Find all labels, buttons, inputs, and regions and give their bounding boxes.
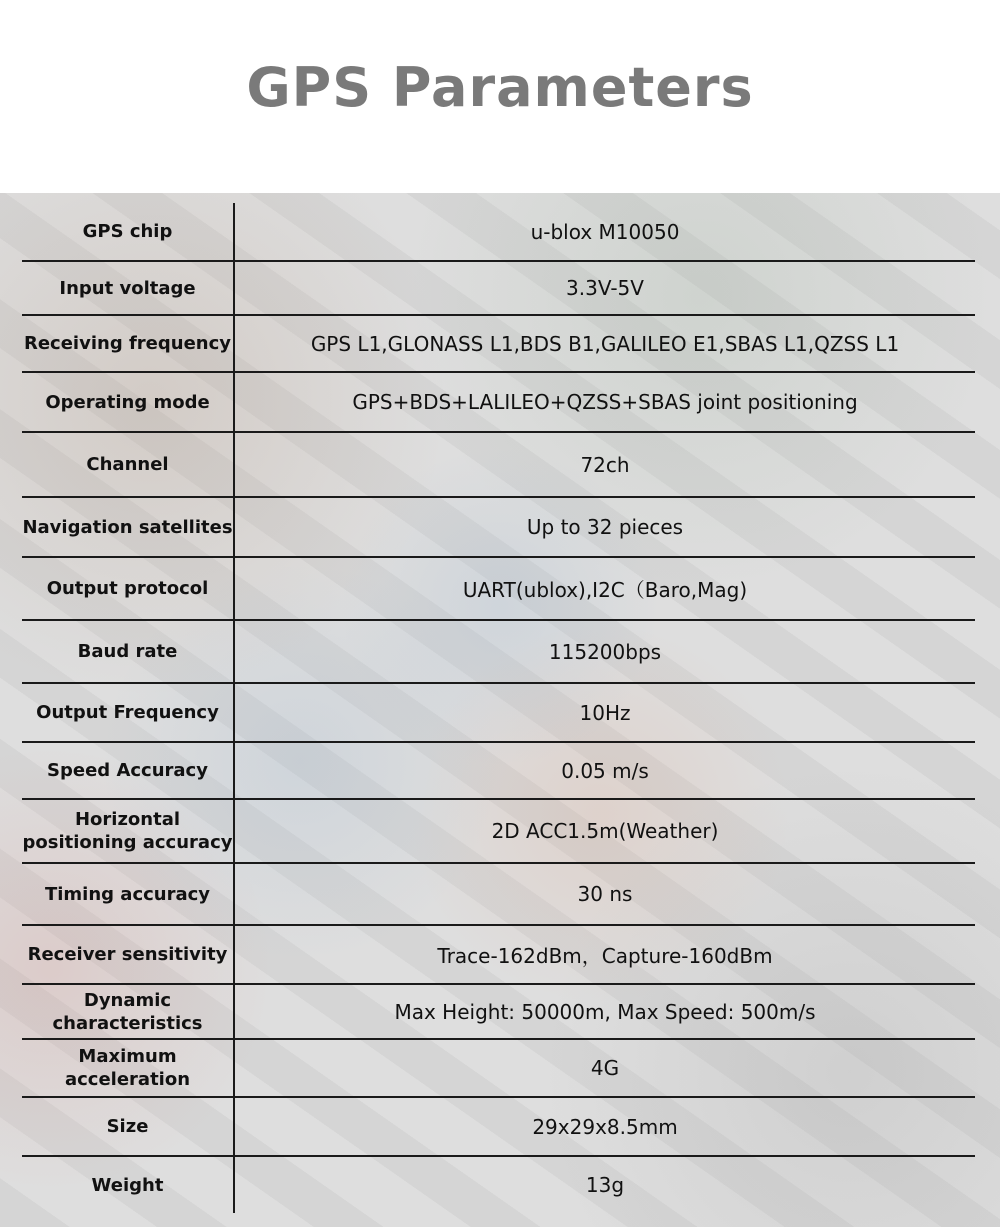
table-row: [22, 316, 975, 373]
table-row: [22, 1040, 975, 1098]
row-value: 10Hz: [579, 700, 631, 725]
row-value: Up to 32 pieces: [526, 515, 684, 539]
row-label: Dynamic characteristics: [22, 985, 235, 1038]
row-label: Horizontal positioning accuracy: [22, 800, 235, 862]
row-value: 29x29x8.5mm: [532, 1114, 678, 1139]
table-row: [22, 373, 975, 433]
row-label: Input voltage: [22, 262, 235, 314]
row-value: 4G: [590, 1056, 620, 1080]
table-row: [22, 800, 975, 864]
spec-table: [22, 203, 975, 1213]
row-value: 30 ns: [577, 882, 633, 906]
row-label: Receiving frequency: [22, 316, 235, 371]
page-title: GPS Parameters: [246, 56, 754, 119]
row-value: 13g: [585, 1173, 625, 1197]
table-row: [22, 926, 975, 985]
table-row: [22, 262, 975, 316]
row-value: GPS L1,GLONASS L1,BDS B1,GALILEO E1,SBAS L1,QZSS L1: [310, 331, 900, 356]
row-value: u-blox M10050: [530, 219, 680, 244]
row-label: Operating mode: [22, 373, 235, 431]
table-row: [22, 558, 975, 621]
table-row: [22, 743, 975, 800]
row-label: Speed Accuracy: [22, 743, 235, 798]
row-value: 0.05 m/s: [561, 758, 649, 783]
row-label: Baud rate: [22, 621, 235, 682]
row-label: Weight: [22, 1157, 235, 1213]
row-value: 72ch: [580, 452, 630, 477]
row-value: 115200bps: [548, 639, 662, 664]
row-value: 3.3V-5V: [566, 276, 644, 300]
table-row: [22, 433, 975, 498]
row-label: Output Frequency: [22, 684, 235, 741]
table-row: [22, 1098, 975, 1157]
table-row: [22, 498, 975, 558]
row-label: Navigation satellites: [22, 498, 235, 556]
row-value: GPS+BDS+LALILEO+QZSS+SBAS joint positioning: [352, 390, 858, 414]
row-label: GPS chip: [22, 203, 235, 260]
row-value: UART(ublox),I2C（Baro,Mag): [462, 578, 748, 602]
row-value: Trace-162dBm，Capture-160dBm: [437, 944, 773, 968]
table-row: [22, 621, 975, 684]
row-label: Timing accuracy: [22, 864, 235, 924]
row-label: Channel: [22, 433, 235, 496]
table-row: [22, 684, 975, 743]
row-label: Size: [22, 1098, 235, 1155]
row-value: Max Height: 50000m, Max Speed: 500m/s: [394, 999, 816, 1024]
row-label: Output protocol: [22, 558, 235, 619]
table-row: [22, 985, 975, 1040]
table-row: [22, 1157, 975, 1213]
row-value: 2D ACC1.5m(Weather): [491, 819, 719, 843]
row-label: Maximum acceleration: [22, 1040, 235, 1096]
row-label: Receiver sensitivity: [22, 926, 235, 983]
table-row: [22, 203, 975, 262]
table-row: [22, 864, 975, 926]
